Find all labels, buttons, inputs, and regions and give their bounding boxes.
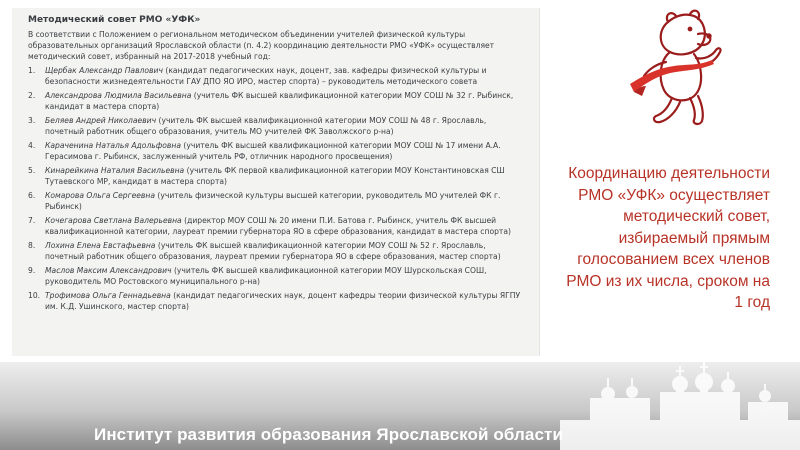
document-title: Методический совет РМО «УФК» <box>28 15 201 25</box>
member-item <box>28 265 525 287</box>
member-item <box>28 165 525 187</box>
member-description: (учитель ФК высшей квалификационной категории МОУ СОШ № 52 г. Ярославль, почетный работник общего образования, лауреат премии губернатора ЯО в сфере образования, мастер спорта) <box>45 241 501 261</box>
member-number: 3. <box>28 116 36 125</box>
member-item <box>28 215 525 237</box>
member-name: Караченина Наталья Адольфовна <box>45 141 182 150</box>
members-list <box>28 65 525 312</box>
member-description: (кандидат педагогических наук, доцент, зав. кафедры физической культуры и безопасности жизнедеятельности ГАУ ДПО ЯО ИРО, мастер спорта) – руководитель методического совета <box>45 66 487 86</box>
member-name: Кинарейкина Наталия Васильевна <box>45 166 185 175</box>
member-item <box>28 90 525 112</box>
member-item <box>28 115 525 137</box>
member-name: Александрова Людмила Васильевна <box>45 91 192 100</box>
member-description: (учитель физической культуры высшей категории, руководитель МО учителей ФК г. Рыбинск) <box>45 191 501 211</box>
member-number: 5. <box>28 166 36 175</box>
member-number: 1. <box>28 66 36 75</box>
bear-mascot-icon <box>628 4 730 128</box>
member-name: Щербак Александр Павлович <box>45 66 163 75</box>
member-description: (директор МОУ СОШ № 20 имени П.И. Батова г. Рыбинск, учитель ФК высшей квалификационной категории, лауреат премии губернатора ЯО в сфере образования, кандидат в мастера спорта) <box>45 216 511 236</box>
member-description: (учитель ФК высшей квалификационной категории МОУ СОШ № 48 г. Ярославль, почетный работник общего образования, учитель МО учителей ФК Заволжского р-на) <box>45 116 487 136</box>
member-description: (учитель ФК высшей квалификационной категории МОУ Шурскольская СОШ, руководитель МО Ростовского муниципального р-на) <box>45 266 487 286</box>
member-name: Комарова Ольга Сергеевна <box>45 191 156 200</box>
member-number: 7. <box>28 216 36 225</box>
member-description: (учитель ФК первой квалификационной категории МОУ Константиновская СШ Тутаевского МР, кандидат в мастера спорта) <box>45 166 505 186</box>
member-item <box>28 140 525 162</box>
member-number: 8. <box>28 241 36 250</box>
member-item <box>28 65 525 87</box>
member-description: (учитель ФК высшей квалификационной категории МОУ СОШ № 32 г. Рыбинск, кандидат в мастера спорта) <box>45 91 514 111</box>
side-description: Координацию деятельности РМО «УФК» осуществляет методический совет, избираемый прямым голосованием всех членов РМО из их числа, сроком на 1 год <box>566 165 770 311</box>
member-name: Беляев Андрей Николаевич <box>45 116 157 125</box>
member-number: 6. <box>28 191 36 200</box>
member-name: Маслов Максим Александрович <box>45 266 172 275</box>
member-item <box>28 290 525 312</box>
member-number: 10. <box>28 291 41 300</box>
member-number: 4. <box>28 141 36 150</box>
member-number: 2. <box>28 91 36 100</box>
document-card <box>12 8 540 356</box>
member-description: (учитель ФК высшей квалификационной категории МОУ СОШ № 17 имени А.А. Герасимова г. Рыбинск, заслуженный учитель РФ, отличник народного просвещения) <box>45 141 501 161</box>
member-item <box>28 240 525 262</box>
document-intro: В соответствии с Положением о региональном методическом объединении учителей физической культуры образовательных организаций Ярославской области (п. 4.2) координацию деятельности РМО «УФК» осуществляет методический совет, избранный на 2017-2018 учебный год: <box>28 30 495 61</box>
member-number: 9. <box>28 266 36 275</box>
footer-title: Институт развития образования Ярославской области <box>94 425 564 444</box>
member-description: (кандидат педагогических наук, доцент кафедры теории физической культуры ЯГПУ им. К.Д. Ушинского, мастер спорта) <box>45 291 521 311</box>
member-name: Лохина Елена Евстафьевна <box>45 241 156 250</box>
member-name: Кочегарова Светлана Валерьевна <box>45 216 182 225</box>
member-name: Трофимова Ольга Геннадьевна <box>45 291 171 300</box>
member-item <box>28 190 525 212</box>
